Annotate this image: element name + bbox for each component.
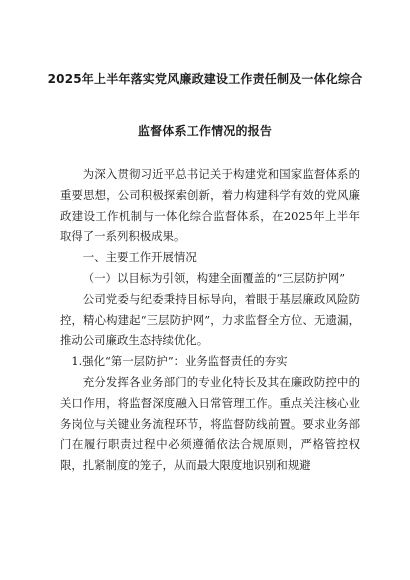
subsection-heading: （一）以目标为引领，构建全面覆盖的“三层防护网” [82,270,346,285]
point-paragraph: 充分发挥各业务部门的专业化特长及其在廉政防控中的关口作用，将监督深度融入日常管理工作。重点关注核心业务岗位与关键业务流程环节，将监督防线前置。要求业务部门在履行职责过程中必须遵循依法合规原则，严格管控权限，扎紧制度的笼子，从而最大限度地识别和规避 [60,374,360,473]
intro-paragraph: 为深入贯彻习近平总书记关于构建党和国家监督体系的重要思想，公司积极探索创新，着力构建科学有效的党风廉政建设工作机制与一体化综合监督体系，在2025年上半年取得了一系列积极成果。 [60,167,360,244]
document-title-line-1: 2025年上半年落实党风廉政建设工作责任制及一体化综合 [47,72,363,86]
document-title-line-2: 监督体系工作情况的报告 [137,124,273,138]
section-heading: 一、主要工作开展情况 [82,250,197,265]
document-body [60,164,360,476]
point-heading: 1.强化“第一层防护”：业务监督责任的夯实 [71,354,288,369]
subsection-paragraph: 公司党委与纪委秉持目标导向，着眼于基层廉政风险防控，精心构建起“三层防护网”，力求监督全方位、无遗漏，推动公司廉政生态持续优化。 [60,291,360,348]
